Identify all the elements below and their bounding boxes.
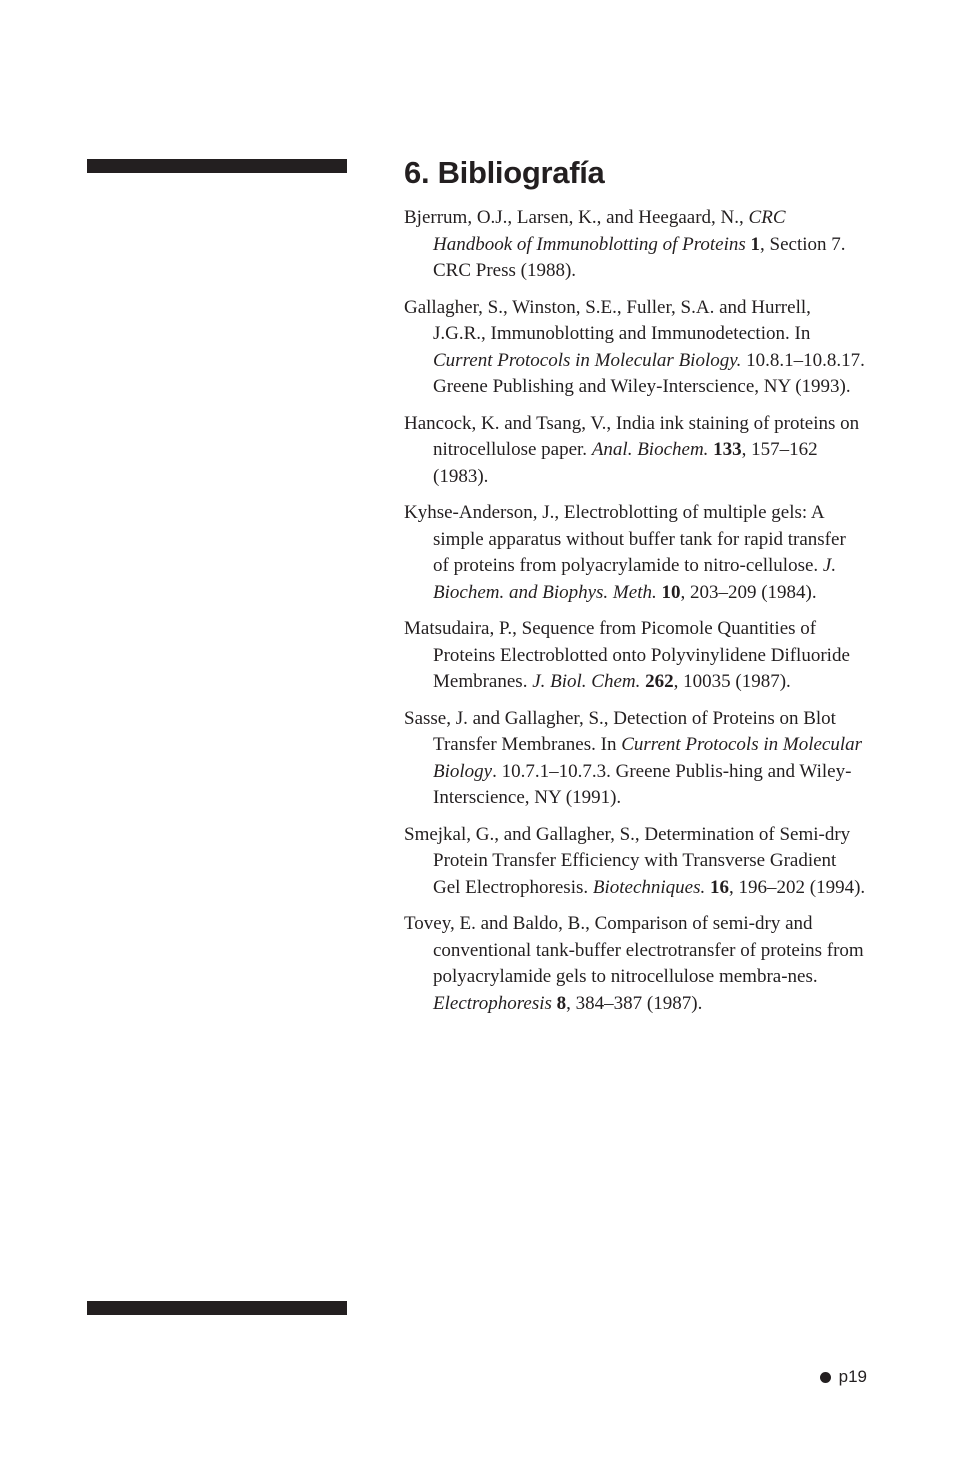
reference-text: , 10035 (1987). [673, 671, 791, 692]
reference-title: Anal. Biochem. [591, 439, 709, 460]
reference-title: Biotechniques. [592, 876, 706, 898]
reference-text: . 10.7.1–10.7.3. Greene Publis-hing and Wiley-Interscience, NY (1991). [433, 760, 852, 808]
reference-volume: 8 [556, 992, 567, 1014]
reference-title: J. Biol. Chem. [532, 671, 641, 692]
bullet-icon [820, 1372, 831, 1383]
reference-text: , 203–209 (1984). [680, 581, 817, 603]
reference-text: , 196–202 (1994). [729, 876, 866, 898]
section-heading: 6. Bibliografía [404, 155, 605, 190]
reference-item [404, 205, 866, 285]
reference-text: Sasse, J. and Gallagher, S., Detection of Proteins on Blot Transfer Membranes. In [404, 707, 836, 755]
reference-item [404, 911, 866, 1017]
reference-text: Tovey, E. and Baldo, B., Comparison of semi-dry and conventional tank-buffer electrotransfer of proteins from polyacrylamide gels to nitrocellulose membra-nes. [404, 913, 864, 987]
page-footer [820, 1366, 867, 1388]
reference-title: J. Biochem. and Biophys. Meth. [433, 555, 837, 603]
reference-volume: 133 [713, 439, 742, 460]
reference-text: Kyhse-Anderson, J., Electroblotting of multiple gels: A simple apparatus without buffer tank for rapid transfer of proteins from polyacrylamide to nitro-cellulose. [404, 502, 846, 576]
reference-text: Bjerrum, O.J., Larsen, K., and Heegaard, N., [404, 207, 749, 228]
bottom-rule [87, 1301, 347, 1315]
reference-item [404, 411, 866, 491]
reference-title: Electrophoresis [433, 992, 552, 1014]
reference-volume: 10 [661, 581, 681, 603]
reference-item [404, 822, 866, 902]
reference-volume: 1 [750, 233, 761, 255]
top-rule [87, 159, 347, 173]
reference-item [404, 706, 866, 812]
reference-item [404, 500, 866, 606]
reference-list [404, 205, 866, 1027]
reference-text: , Section 7. CRC Press (1988). [433, 233, 846, 281]
reference-text: Smejkal, G., and Gallagher, S., Determination of Semi-dry Protein Transfer Efficiency with Transverse Gradient Gel Electrophoresis. [404, 823, 851, 898]
reference-text: 10.8.1–10.8.17. Greene Publishing and Wiley-Interscience, NY (1993). [433, 349, 865, 397]
reference-text: , 157–162 (1983). [433, 439, 818, 487]
reference-title: CRC Handbook of Immunoblotting of Proteins [433, 207, 786, 255]
reference-text: Hancock, K. and Tsang, V., India ink staining of proteins on nitrocellulose paper. [404, 412, 860, 460]
reference-title: Current Protocols in Molecular Biology. [433, 349, 742, 371]
reference-text: Matsudaira, P., Sequence from Picomole Quantities of Proteins Electroblotted onto Polyvinylidene Difluoride Membranes. [404, 618, 850, 692]
reference-title: Current Protocols in Molecular Biology [433, 734, 863, 782]
reference-volume: 262 [645, 671, 674, 692]
page-number: p19 [838, 1367, 867, 1386]
reference-text: Gallagher, S., Winston, S.E., Fuller, S.A. and Hurrell, J.G.R., Immunoblotting and Immunodetection. In [404, 296, 811, 344]
reference-item [404, 616, 866, 696]
reference-volume: 16 [710, 876, 730, 898]
reference-text: , 384–387 (1987). [566, 992, 703, 1014]
reference-item [404, 295, 866, 401]
